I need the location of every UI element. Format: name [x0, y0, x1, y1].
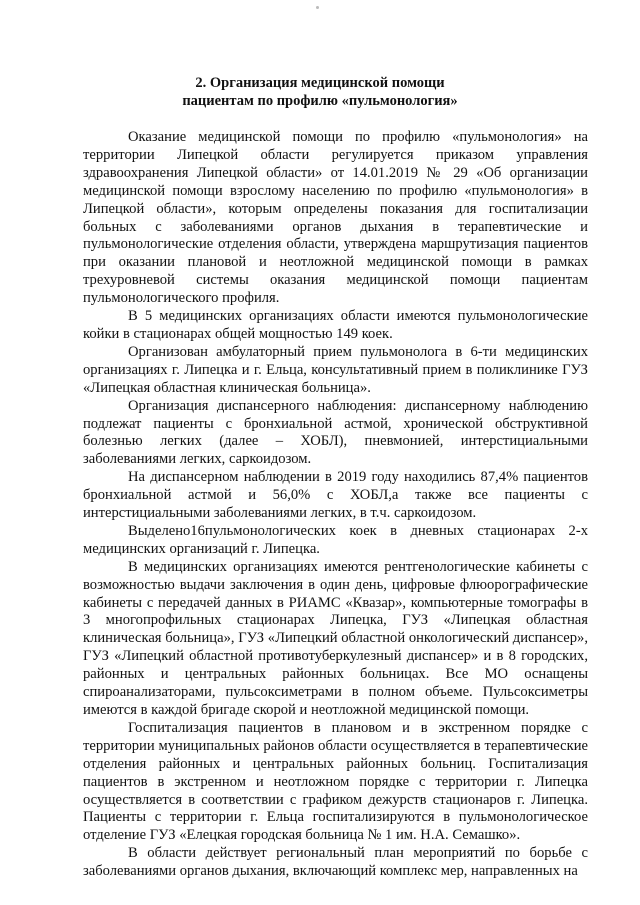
paragraph-regional-plan: В области действует региональный план мероприятий по борьбе с заболеваниями органов дыхания, включающий комплекс мер, направленных на [83, 845, 588, 880]
paragraph-hospitalization: Госпитализация пациентов в плановом и в экстренном порядке с территории муниципальных районов области осуществляется в терапевтические отделения районных и центральных районных больниц. Госпитализация пациентов в экстренном и неотложном порядке с территории г. Липецка осуществляется в соответствии с графиком дежурств стационаров г. Липецка. Пациенты с территории г. Ельца госпитализируются в пульмонологическое отделение ГУЗ «Елецкая городская больница № 1 им. Н.А. Семашко». [83, 719, 588, 844]
section-title-line-1: 2. Организация медицинской помощи [195, 75, 445, 91]
document-body [83, 129, 588, 881]
paragraph-dispensary: Организация диспансерного наблюдения: диспансерному наблюдению подлежат пациенты с бронхиальной астмой, хронической обструктивной болезнью легких (далее – ХОБЛ), пневмонией, интерстициальными заболеваниями легких, саркоидозом. [83, 397, 588, 468]
paragraph-outpatient: Организован амбулаторный прием пульмонолога в 6-ти медицинских организациях г. Липецка и г. Ельца, консультативный прием в поликлинике ГУЗ «Липецкая областная клиническая больница». [83, 343, 588, 396]
paragraph-equipment: В медицинских организациях имеются рентгенологические кабинеты с возможностью выдачи заключения в один день, цифровые флюорографические кабинеты с передачей данных в РИАМС «Квазар», компьютерные томографы в 3 многопрофильных стационарах Липецка, ГУЗ «Липецкая областная клиническая больница», ГУЗ «Липецкий областной онкологический диспансер», ГУЗ «Липецкий областной противотуберкулезный диспансер» и в 8 городских, районных и центральных районных больницах. Все МО оснащены спироанализаторами, пульсоксиметрами в полном объеме. Пульсоксиметры имеются в каждой бригаде скорой и неотложной медицинской помощи. [83, 558, 588, 718]
paragraph-day-beds: Выделено16пульмонологических коек в дневных стационарах 2-х медицинских организаций г. Липецка. [83, 522, 588, 557]
section-title-line-2: пациентам по профилю «пульмонология» [182, 93, 458, 109]
paragraph-regulation: Оказание медицинской помощи по профилю «пульмонология» на территории Липецкой области регулируется приказом управления здравоохранения Липецкой области» от 14.01.2019 № 29 «Об организации медицинской помощи взрослому населению по профилю «пульмонология» в Липецкой области», которым определены показания для госпитализации больных с заболеваниями органов дыхания в терапевтические и пульмонологические отделения области, утверждена маршрутизация пациентов при оказании плановой и неотложной медицинской помощи в рамках трехуровневой системы оказания медицинской помощи пациентам пульмонологического профиля. [83, 129, 588, 307]
paragraph-beds: В 5 медицинских организациях области имеются пульмонологические койки в стационарах общей мощностью 149 коек. [83, 308, 588, 342]
section-title [0, 74, 640, 110]
paragraph-statistics: На диспансерном наблюдении в 2019 году находились 87,4% пациентов бронхиальной астмой и 56,0% с ХОБЛ,а также все пациенты с интерстициальными заболеваниями легких, в т.ч. саркоидозом. [83, 469, 588, 522]
scan-dot [316, 6, 319, 9]
